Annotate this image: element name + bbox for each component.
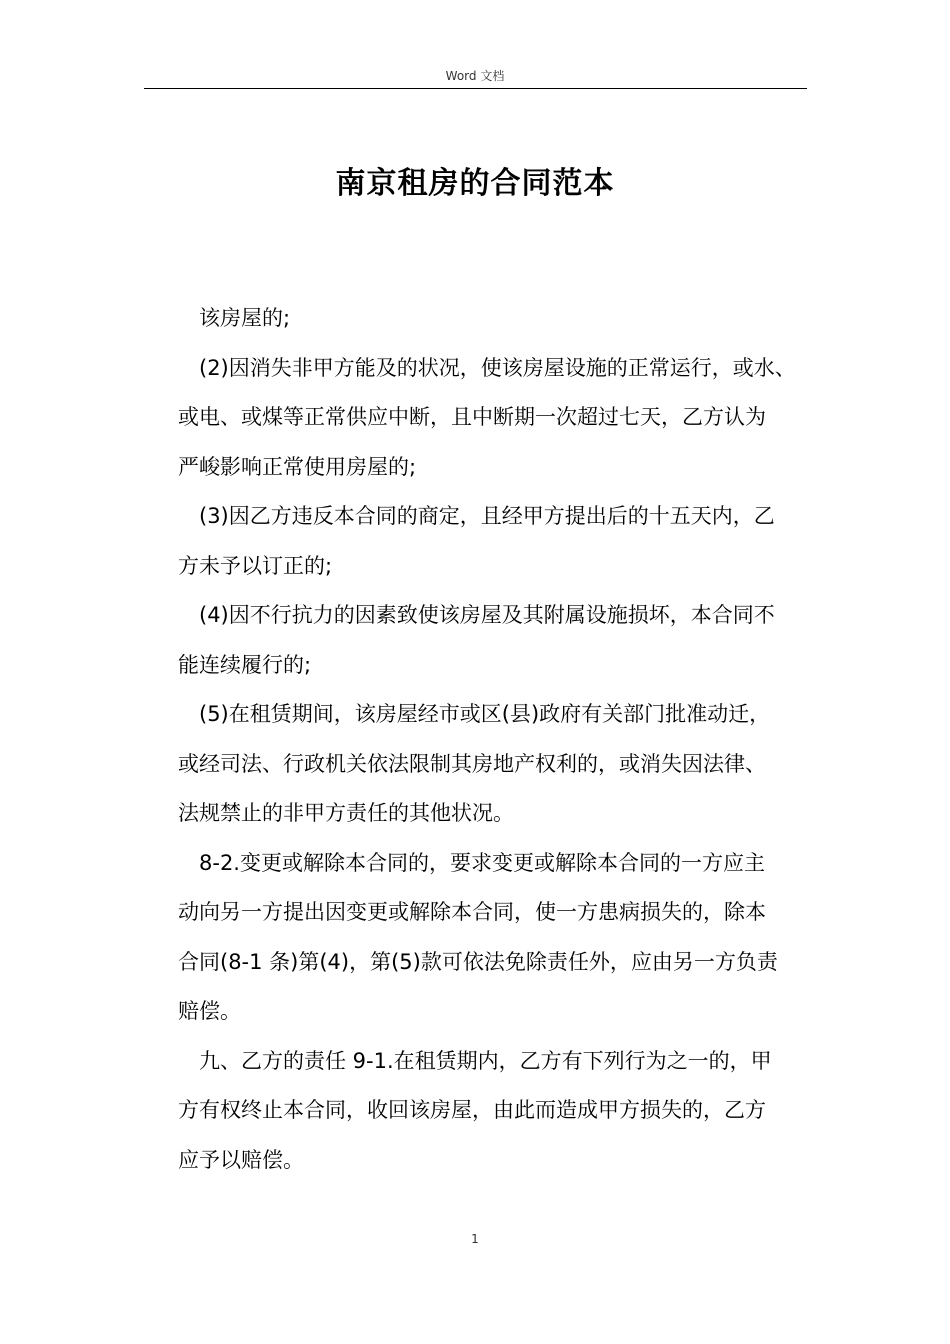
text-line: 应予以赔偿。	[178, 1147, 304, 1172]
text-line: 该房屋的;	[199, 306, 291, 330]
text-line: 严峻影响正常使用房屋的;	[178, 454, 417, 479]
text-line: 8-2.变更或解除本合同的，要求变更或解除本合同的一方应主	[199, 850, 765, 875]
text-line: 或电、或煤等正常供应中断，且中断期一次超过七天，乙方认为	[178, 405, 766, 429]
text-line: (4)因不行抗力的因素致使该房屋及其附属设施损坏，本合同不	[199, 603, 775, 627]
document-title: 南京租房的合同范本	[335, 166, 615, 201]
text-line: (2)因消失非甲方能及的状况，使该房屋设施的正常运行，或水、	[199, 355, 796, 380]
text-line: 方未予以订正的;	[178, 553, 333, 578]
text-line: (5)在租赁期间，该房屋经市或区(县)政府有关部门批准动迁，	[199, 702, 771, 726]
text-line: 法规禁止的非甲方责任的其他状况。	[178, 801, 514, 825]
page-header: Word 文档	[445, 69, 505, 83]
text-line: 方有权终止本合同，收回该房屋，由此而造成甲方损失的，乙方	[178, 1098, 766, 1122]
text-line: 动向另一方提出因变更或解除本合同，使一方患病损失的，除本	[178, 900, 766, 924]
page-number: 1	[471, 1232, 479, 1246]
text-line: 能连续履行的;	[178, 652, 312, 677]
document-body	[178, 294, 818, 1185]
text-line: 九、乙方的责任 9-1.在租赁期内，乙方有下列行为之一的，甲	[199, 1048, 772, 1073]
text-line: 赔偿。	[178, 999, 241, 1023]
header-divider	[144, 88, 807, 89]
text-line: 或经司法、行政机关依法限制其房地产权利的，或消失因法律、	[178, 751, 766, 776]
text-line: (3)因乙方违反本合同的商定，且经甲方提出后的十五天内，乙	[199, 504, 775, 528]
text-line: 合同(8-1 条)第(4)，第(5)款可依法免除责任外，应由另一方负责	[178, 949, 778, 974]
